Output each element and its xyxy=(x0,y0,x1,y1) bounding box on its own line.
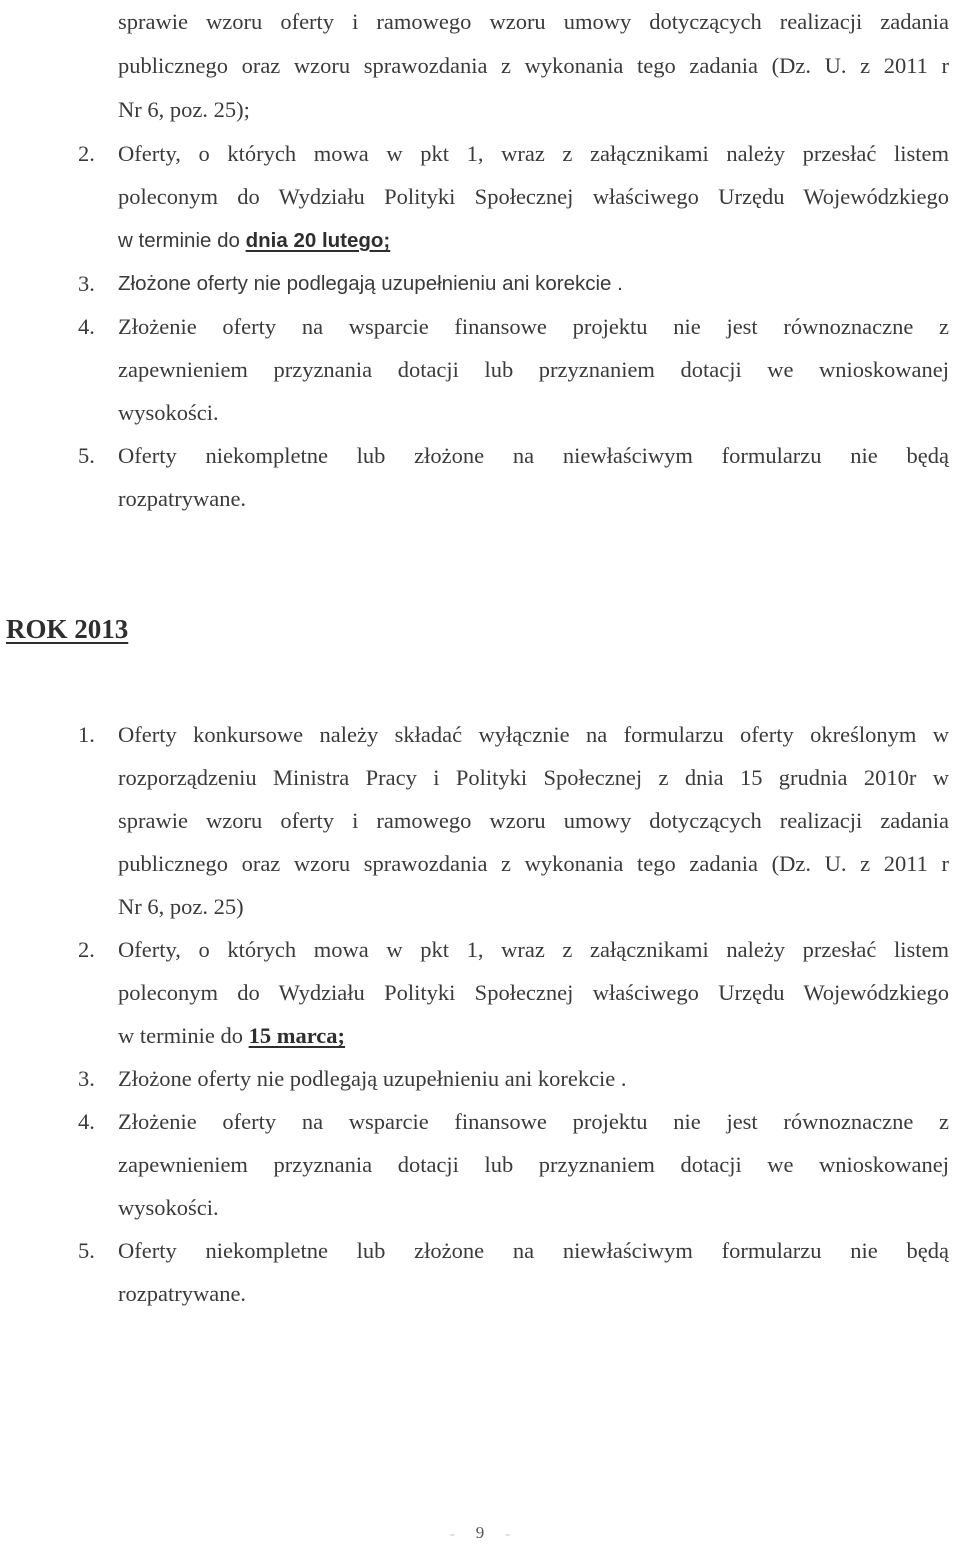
list-number: 5. xyxy=(78,443,95,468)
footer-dash-right: - xyxy=(505,1527,511,1542)
deadline-line xyxy=(118,1022,345,1050)
text-line: Oferty, o których mowa w pkt 1, wraz z załącznikami należy przesłać listem xyxy=(118,141,949,166)
text-line: sprawie wzoru oferty i ramowego wzoru umowy dotyczących realizacji zadania xyxy=(118,808,949,833)
text-line: Oferty konkursowe należy składać wyłącznie na formularzu oferty określonym w xyxy=(118,722,949,747)
text-line: publicznego oraz wzoru sprawozdania z wykonania tego zadania (Dz. U. z 2011 r xyxy=(118,53,949,78)
list-number: 2. xyxy=(78,141,95,166)
text-line: Złożenie oferty na wsparcie finansowe projektu nie jest równoznaczne z xyxy=(118,1109,949,1134)
text-line: Oferty niekompletne lub złożone na niewłaściwym formularzu nie będą xyxy=(118,1238,949,1263)
deadline-date: 15 marca; xyxy=(248,1023,346,1048)
text-line: wysokości. xyxy=(118,400,219,425)
deadline-date: dnia 20 lutego; xyxy=(245,229,391,252)
page-footer xyxy=(0,1523,960,1543)
list-number: 4. xyxy=(78,1109,95,1134)
list-number: 3. xyxy=(78,1066,95,1091)
list-number: 3. xyxy=(78,271,95,296)
list-number: 2. xyxy=(78,937,95,962)
text-line: rozporządzeniu Ministra Pracy i Polityki Społecznej z dnia 15 grudnia 2010r w xyxy=(118,765,949,790)
text-line: poleconym do Wydziału Polityki Społecznej właściwego Urzędu Wojewódzkiego xyxy=(118,980,949,1005)
text-line: Oferty niekompletne lub złożone na niewłaściwym formularzu nie będą xyxy=(118,443,949,468)
text-line: Złożone oferty nie podlegają uzupełnieniu ani korekcie . xyxy=(118,1066,627,1091)
list-number: 4. xyxy=(78,314,95,339)
text-line: sprawie wzoru oferty i ramowego wzoru umowy dotyczących realizacji zadania xyxy=(118,9,949,34)
text-line: rozpatrywane. xyxy=(118,486,247,511)
deadline-prefix: w terminie do xyxy=(118,229,246,252)
text-line: zapewnieniem przyznania dotacji lub przyznaniem dotacji we wnioskowanej xyxy=(118,1152,949,1177)
footer-dash-left: - xyxy=(449,1527,455,1542)
list-number: 1. xyxy=(78,722,95,747)
list-number: 5. xyxy=(78,1238,95,1263)
deadline-line xyxy=(118,227,390,255)
deadline-prefix: w terminie do xyxy=(118,1023,249,1048)
text-line: poleconym do Wydziału Polityki Społecznej właściwego Urzędu Wojewódzkiego xyxy=(118,184,949,209)
text-line: wysokości. xyxy=(118,1195,219,1220)
text-line: Oferty, o których mowa w pkt 1, wraz z załącznikami należy przesłać listem xyxy=(118,937,949,962)
text-line: Nr 6, poz. 25); xyxy=(118,97,250,122)
text-line: zapewnieniem przyznania dotacji lub przyznaniem dotacji we wnioskowanej xyxy=(118,357,949,382)
page-number: 9 xyxy=(475,1523,485,1542)
text-line: rozpatrywane. xyxy=(118,1281,247,1306)
section-heading-2013: ROK 2013 xyxy=(6,614,129,644)
text-line: Złożone oferty nie podlegają uzupełnieniu ani korekcie . xyxy=(118,272,623,295)
text-line: Złożenie oferty na wsparcie finansowe projektu nie jest równoznaczne z xyxy=(118,314,949,339)
text-line: Nr 6, poz. 25) xyxy=(118,894,244,919)
text-line: publicznego oraz wzoru sprawozdania z wykonania tego zadania (Dz. U. z 2011 r xyxy=(118,851,949,876)
